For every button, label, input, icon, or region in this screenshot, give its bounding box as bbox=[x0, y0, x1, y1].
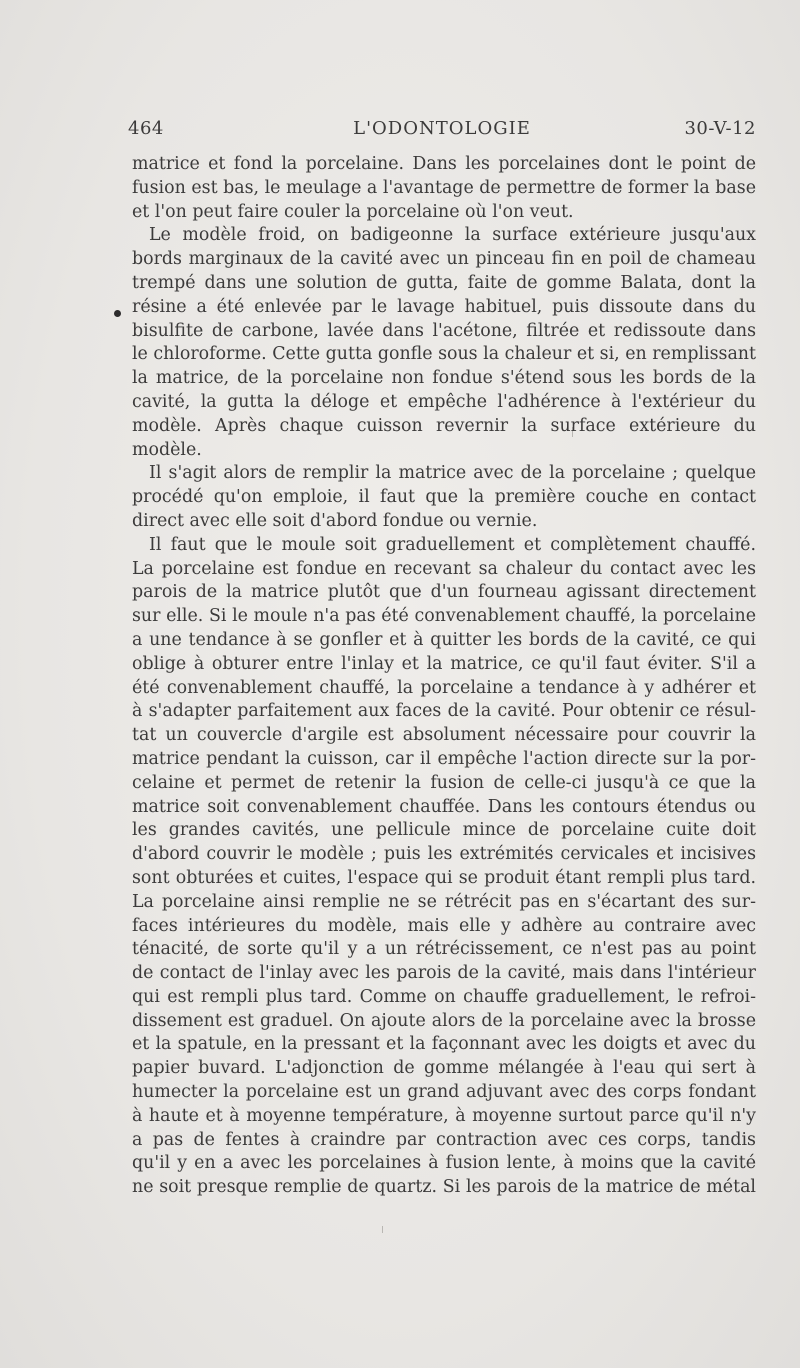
text-line: ne soit presque remplie de quartz. Si les parois de la matrice de métal bbox=[132, 1177, 756, 1198]
text-line: les grandes cavités, une pellicule mince de porcelaine cuite doit bbox=[132, 820, 756, 841]
page-number: 464 bbox=[128, 118, 164, 139]
text-line: dissement est graduel. On ajoute alors de la porcelaine avec la brosse bbox=[132, 1010, 756, 1031]
text-line: a une tendance à se gonfler et à quitter les bords de la cavité, ce qui bbox=[132, 629, 756, 650]
text-line: d'abord couvrir le modèle ; puis les extrémités cervicales et incisives bbox=[132, 844, 756, 865]
text-line: La porcelaine est fondue en recevant sa chaleur du contact avec les bbox=[132, 558, 756, 579]
text-line: ténacité, de sorte qu'il y a un rétrécissement, ce n'est pas au point bbox=[132, 939, 756, 960]
text-line: résine a été enlevée par le lavage habituel, puis dissoute dans du bbox=[132, 296, 756, 317]
text-line: parois de la matrice plutôt que d'un fourneau agissant directement bbox=[132, 582, 756, 603]
text-line: et l'on peut faire couler la porcelaine où l'on veut. bbox=[132, 201, 574, 222]
text-line: sont obturées et cuites, l'espace qui se produit étant rempli plus tard. bbox=[132, 867, 756, 888]
text-line: oblige à obturer entre l'inlay et la matrice, ce qu'il faut éviter. S'il a bbox=[132, 653, 756, 674]
text-line: et la spatule, en la pressant et la façonnant avec les doigts et avec du bbox=[132, 1034, 756, 1055]
text-line: à haute et à moyenne température, à moyenne surtout parce qu'il n'y bbox=[132, 1105, 756, 1126]
text-line: la matrice, de la porcelaine non fondue s'étend sous les bords de la bbox=[132, 368, 756, 389]
text-line: Il faut que le moule soit graduellement et complètement chauffé. bbox=[149, 534, 756, 555]
text-line: trempé dans une solution de gutta, faite de gomme Balata, dont la bbox=[132, 272, 756, 293]
text-line: bords marginaux de la cavité avec un pinceau fin en poil de chameau bbox=[132, 249, 756, 270]
text-line: sur elle. Si le moule n'a pas été convenablement chauffé, la porcelaine bbox=[132, 606, 756, 627]
text-line: le chloroforme. Cette gutta gonfle sous la chaleur et si, en remplissant bbox=[132, 344, 756, 365]
text-line: celaine et permet de retenir la fusion de celle-ci jusqu'à ce que la bbox=[132, 772, 756, 793]
text-line: matrice et fond la porcelaine. Dans les porcelaines dont le point de bbox=[132, 154, 756, 174]
text-line: papier buvard. L'adjonction de gomme mélangée à l'eau qui sert à bbox=[132, 1058, 756, 1079]
journal-title: L'ODONTOLOGIE bbox=[353, 118, 531, 139]
text-line: de contact de l'inlay avec les parois de la cavité, mais dans l'intérieur bbox=[132, 963, 756, 984]
text-line: modèle. bbox=[132, 439, 202, 460]
text-line: Il s'agit alors de remplir la matrice avec de la porcelaine ; quelque bbox=[149, 463, 756, 484]
text-line: La porcelaine ainsi remplie ne se rétrécit pas en s'écartant des sur- bbox=[132, 891, 756, 912]
text-line: bisulfite de carbone, lavée dans l'acétone, filtrée et redissoute dans bbox=[132, 320, 756, 341]
text-line: Le modèle froid, on badigeonne la surface extérieure jusqu'aux bbox=[149, 225, 756, 246]
text-line: faces intérieures du modèle, mais elle y adhère au contraire avec bbox=[132, 915, 756, 936]
text-line: a pas de fentes à craindre par contraction avec ces corps, tandis bbox=[132, 1129, 756, 1150]
text-line: humecter la porcelaine est un grand adjuvant avec des corps fondant bbox=[132, 1082, 756, 1103]
text-line: fusion est bas, le meulage a l'avantage de permettre de former la base bbox=[132, 177, 756, 198]
text-line: procédé qu'on emploie, il faut que la première couche en contact bbox=[132, 487, 756, 508]
text-line: modèle. Après chaque cuisson revernir la surface extérieure du bbox=[132, 415, 756, 436]
text-line: matrice soit convenablement chauffée. Dans les contours étendus ou bbox=[132, 796, 756, 817]
issue-date: 30-V-12 bbox=[684, 118, 756, 139]
text-line: été convenablement chauffé, la porcelaine a tendance à y adhérer et bbox=[132, 677, 756, 698]
text-line: qu'il y en a avec les porcelaines à fusion lente, à moins que la cavité bbox=[132, 1153, 756, 1174]
text-line: direct avec elle soit d'abord fondue ou vernie. bbox=[132, 510, 538, 531]
article-body bbox=[132, 153, 756, 1200]
running-header bbox=[128, 118, 756, 146]
scan-speck bbox=[382, 1226, 383, 1233]
text-line: matrice pendant la cuisson, car il empêche l'action directe sur la por- bbox=[132, 748, 756, 769]
text-line: qui est rempli plus tard. Comme on chauffe graduellement, le refroi- bbox=[132, 986, 756, 1007]
text-line: tat un couvercle d'argile est absolument nécessaire pour couvrir la bbox=[132, 725, 756, 746]
margin-dot-mark bbox=[114, 310, 121, 317]
text-line: à s'adapter parfaitement aux faces de la cavité. Pour obtenir ce résul- bbox=[132, 701, 756, 722]
text-line: cavité, la gutta la déloge et empêche l'adhérence à l'extérieur du bbox=[132, 391, 756, 412]
